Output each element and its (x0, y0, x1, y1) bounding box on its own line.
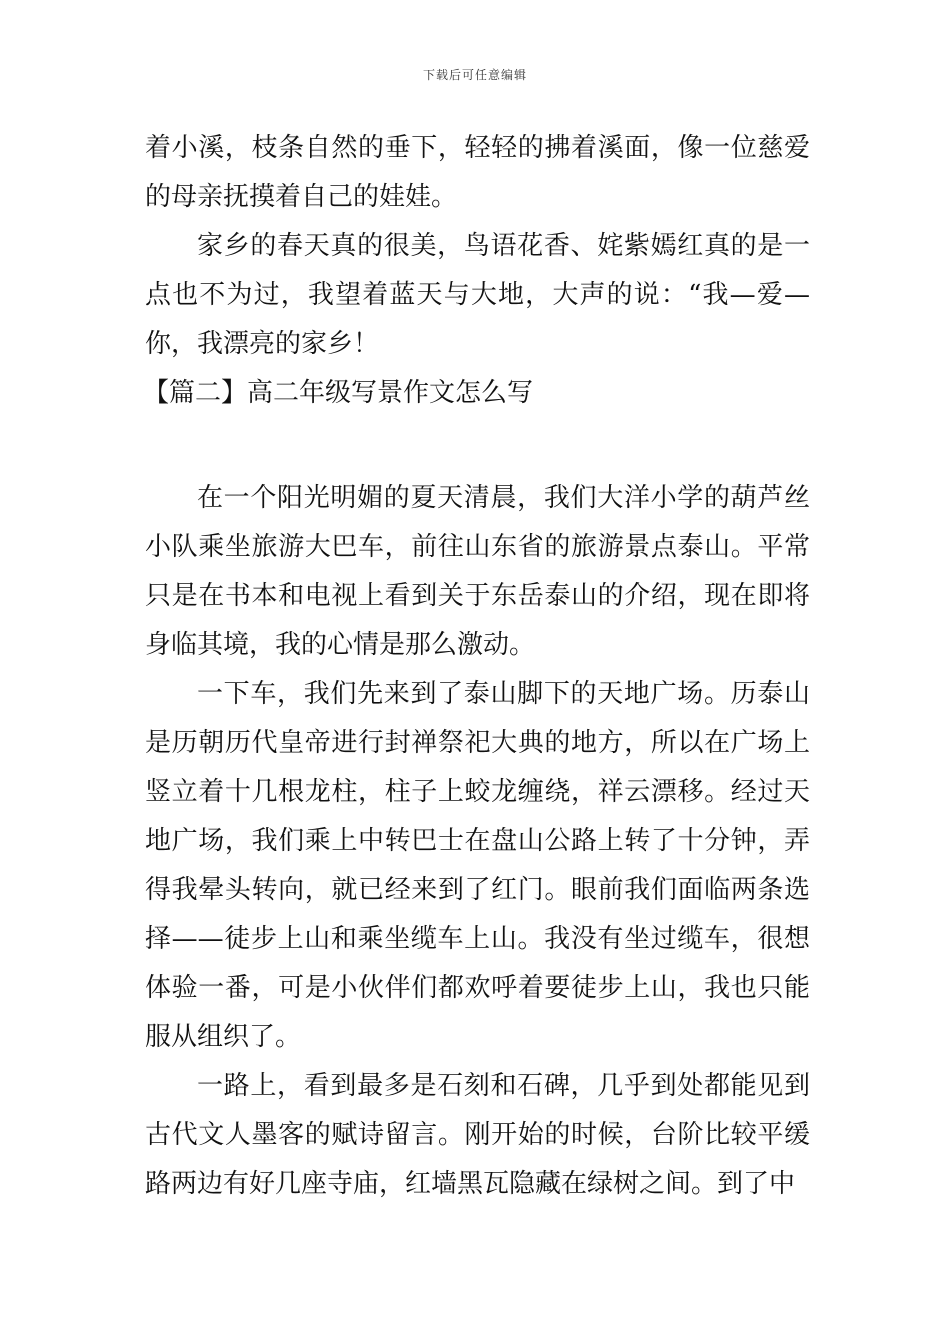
paragraph-arrival: 一下车，我们先来到了泰山脚下的天地广场。历泰山是历朝历代皇帝进行封禅祭祀大典的地方，所以在广场上竖立着十几根龙柱，柱子上蛟龙缠绕，祥云漂移。经过天地广场，我们乘上中转巴士在盘山公路上转了十分钟，弄得我晕头转向，就已经来到了红门。眼前我们面临两条选择——徒步上山和乘坐缆车上山。我没有坐过缆车，很想体验一番，可是小伙伴们都欢呼着要徒步上山，我也只能服从组织了。 (145, 679, 810, 1052)
section-heading: 【篇二】高二年级写景作文怎么写 (143, 378, 534, 408)
page-header-note: 下载后可任意编辑 (422, 68, 527, 82)
paragraph-continued: 着小溪，枝条自然的垂下，轻轻的拂着溪面，像一位慈爱的母亲抚摸着自己的娃娃。 (145, 133, 810, 212)
document-body (145, 124, 810, 1209)
paragraph-road: 一路上，看到最多是石刻和石碑，几乎到处都能见到古代文人墨客的赋诗留言。刚开始的时候，台阶比较平缓路两边有好几座寺庙，红墙黑瓦隐藏在绿树之间。到了中 (145, 1071, 810, 1199)
section-spacer (145, 418, 810, 474)
paragraph-intro: 在一个阳光明媚的夏天清晨，我们大洋小学的葫芦丝小队乘坐旅游大巴车，前往山东省的旅游景点泰山。平常只是在书本和电视上看到关于东岳泰山的介绍，现在即将身临其境，我的心情是那么激动。 (145, 483, 810, 660)
paragraph-spring: 家乡的春天真的很美，鸟语花香、姹紫嫣红真的是一点也不为过，我望着蓝天与大地，大声的说：“我—爱—你，我漂亮的家乡！ (145, 231, 810, 359)
